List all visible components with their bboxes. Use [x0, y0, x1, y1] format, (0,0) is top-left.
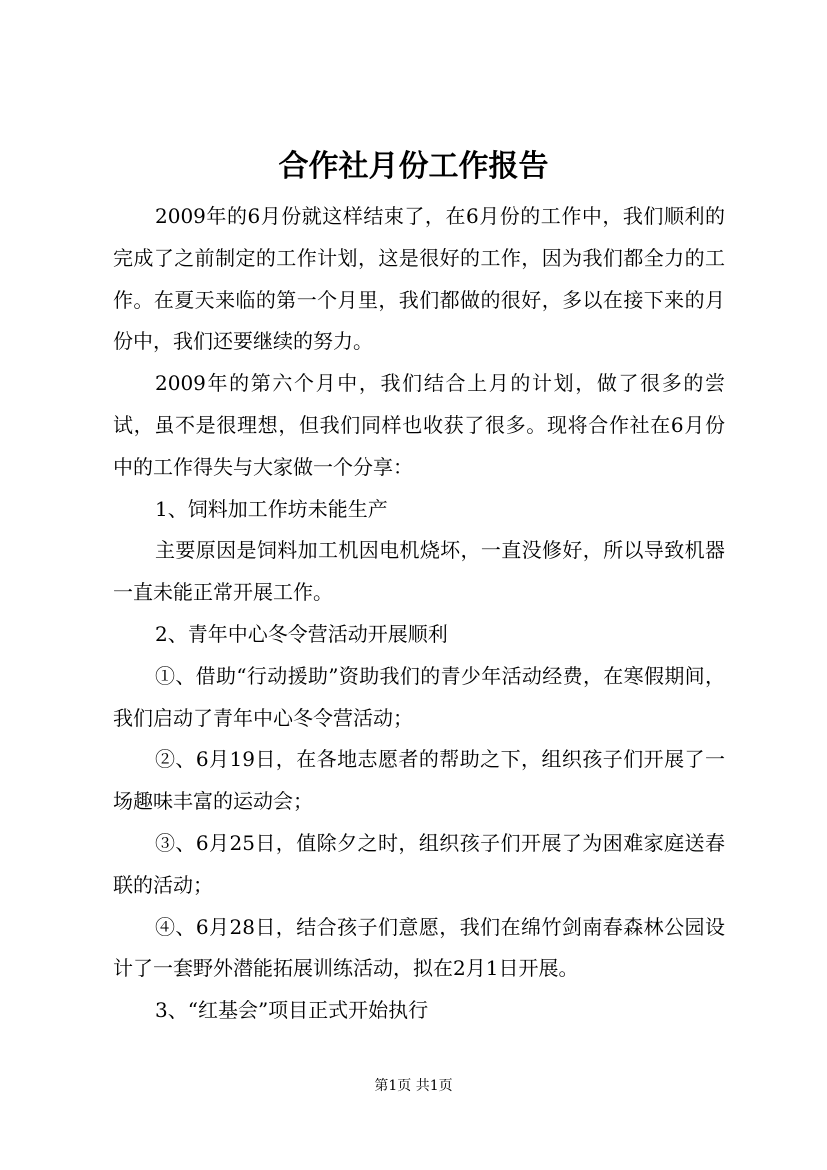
section-heading-3: 3、“红基会”项目正式开始执行 [155, 998, 429, 1023]
page-footer: 第1页 共1页 [374, 1078, 453, 1094]
document-body [113, 196, 725, 1032]
list-item-2: ②、6月19日，在各地志愿者的帮助之下，组织孩子们开展了一场趣味丰富的运动会； [113, 747, 725, 814]
section-heading-1: 1、饲料加工作坊未能生产 [155, 496, 388, 521]
paragraph-intro: 2009年的6月份就这样结束了，在6月份的工作中，我们顺利的完成了之前制定的工作计划，这是很好的工作，因为我们都全力的工作。在夏天来临的第一个月里，我们都做的很好，多以在接下来的月份中，我们还要继续的努力。 [113, 204, 725, 354]
section-heading-2: 2、青年中心冬令营活动开展顺利 [155, 621, 448, 646]
list-item-4: ④、6月28日，结合孩子们意愿，我们在绵竹剑南春森林公园设计了一套野外潜能拓展训练活动，拟在2月1日开展。 [113, 914, 725, 981]
list-item-3: ③、6月25日，值除夕之时，组织孩子们开展了为困难家庭送春联的活动； [113, 830, 725, 897]
document-title: 合作社月份工作报告 [278, 149, 549, 184]
list-item-1: ①、借助“行动援助”资助我们的青少年活动经费，在寒假期间，我们启动了青年中心冬令营活动； [113, 663, 725, 730]
paragraph-section-1: 主要原因是饲料加工机因电机烧坏，一直没修好，所以导致机器一直未能正常开展工作。 [113, 538, 725, 605]
paragraph-overview: 2009年的第六个月中，我们结合上月的计划，做了很多的尝试，虽不是很理想，但我们同样也收获了很多。现将合作社在6月份中的工作得失与大家做一个分享： [113, 371, 725, 479]
